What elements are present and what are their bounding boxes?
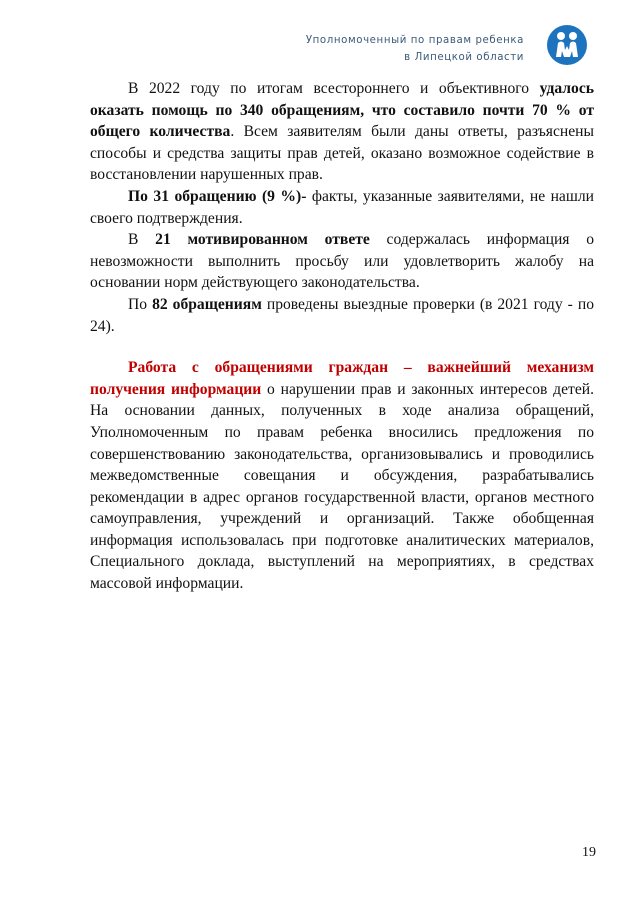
p3-bold: 21 мотивированном ответе (155, 231, 370, 249)
p1-text-2: . Всем заявителям были даны ответы, разъяснены способы и средства защиты прав детей, оказано возможное содействие в восстановлении нарушенных прав. (90, 123, 594, 184)
p5-text: о нарушении прав и законных интересов детей. На основании данных, полученных в ходе анализа обращений, Уполномоченным по правам ребенка вносились предложения по совершенствованию законодательства, организовывались и проводились межведомственные совещания и обсуждения, разрабатывались рекомендации в адрес органов государственной власти, органов местного самоуправления, учреждений и организаций. Также обобщенная информация использовалась при подготовке аналитических материалов, Специального доклада, выступлений на мероприятиях, в средствах массовой информации. (90, 380, 594, 593)
header-line-2: в Липецкой области (404, 52, 524, 63)
p4-bold: 82 обращениям (152, 295, 262, 313)
paragraph-inspections (90, 294, 594, 337)
paragraph-spacer (90, 337, 594, 357)
header-line-1: Уполномоченный по правам ребенка (305, 35, 524, 46)
p2-text: факты, указанные заявителями, не нашли своего подтверждения. (90, 187, 594, 227)
header-title (306, 32, 524, 66)
paragraph-results (90, 78, 594, 186)
p1-bold: удалось оказать помощь по 340 обращениям, что составило почти 70 % от общего количества (90, 80, 594, 141)
paragraph-unconfirmed (90, 186, 594, 229)
p3-text-1: В (128, 231, 156, 249)
p2-bold: По 31 обращению (9 %)- (128, 187, 307, 205)
p5-red-heading: Работа с обращениями граждан – важнейший механизм получения информации (90, 359, 594, 398)
page-number: 19 (582, 845, 596, 860)
p4-text-1: По (128, 295, 153, 313)
p1-text-1: В 2022 году по итогам всестороннего и объективного (128, 80, 540, 97)
p4-text-2: проведены выездные проверки (в 2021 году - по 24). (90, 295, 594, 335)
p3-text-2: содержалась информация о невозможности выполнить просьбу или удовлетворить жалобу на основании норм действующего законодательства. (90, 231, 594, 292)
children-emblem-icon (546, 24, 588, 66)
page-header (300, 24, 588, 80)
document-body (90, 78, 594, 595)
paragraph-mechanism (90, 357, 594, 595)
paragraph-reasoned-answers (90, 229, 594, 294)
